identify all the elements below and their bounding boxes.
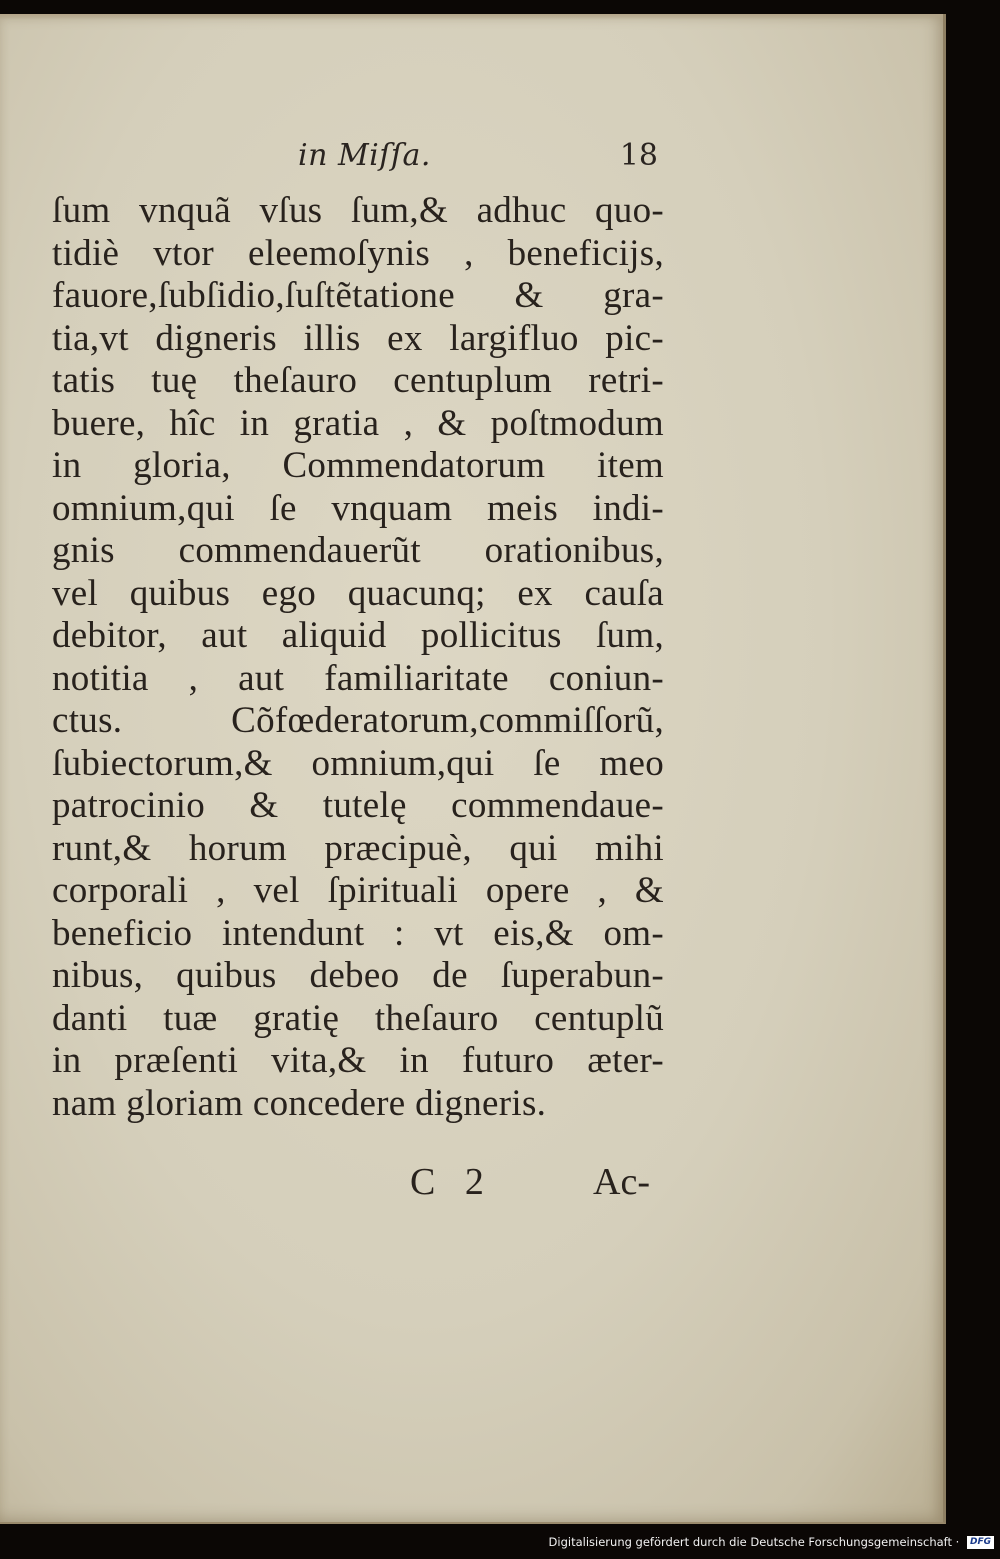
text-line: vel quibus ego quacunq; ex cauſa [52,572,664,614]
text-line: beneficio intendunt : vt eis,& om- [52,912,664,954]
text-line: danti tuæ gratię theſauro centuplũ [52,997,664,1039]
digitization-credit [549,1529,994,1555]
text-line: notitia , aut familiaritate coniun- [52,657,664,699]
text-line: nam gloriam concedere digneris. [52,1082,547,1124]
text-line: ſum vnquã vſus ſum,& adhuc quo- [52,190,664,231]
dfg-logo-icon: DFG [967,1536,994,1549]
page-top-edge [0,14,943,20]
text-line: nibus, quibus debeo de ſuperabun- [52,955,664,996]
page-header [52,138,660,184]
text-line: tia,vt digneris illis ex largifluo pic- [52,317,664,359]
text-line: corporali , vel ſpirituali opere , & [52,870,664,911]
text-line: patrocinio & tutelę commendaue- [52,785,664,826]
text-line: omnium,qui ſe vnquam meis indi- [52,487,664,529]
text-line: tidiè vtor eleemoſynis , beneficijs, [52,232,664,274]
folio-number: 18 [619,138,658,173]
text-line: in præſenti vita,& in futuro æter- [52,1040,664,1081]
text-line: gnis commendauerũt orationibus, [52,530,664,571]
text-line: buere, hîc in gratia , & poſtmodum [52,402,664,444]
text-line: in gloria, Commendatorum item [52,445,664,486]
body-text [52,190,664,1125]
credit-text: Digitalisierung gefördert durch die Deutsche Forschungsgemeinschaft · [548,1535,960,1549]
text-line: tatis tuę theſauro centuplum retri- [52,360,664,401]
text-line: runt,& horum præcipuè, qui mihi [52,827,664,869]
catchword: Ac- [593,1161,650,1203]
page-footer [52,1160,660,1208]
running-head: in Miſſa. [298,138,431,173]
text-line: ctus. Cõfœderatorum,commiſſorũ, [52,700,664,741]
text-line: debitor, aut aliquid pollicitus ſum, [52,615,664,656]
signature-mark: C 2 [410,1161,494,1203]
text-line: fauore,ſubſidio,ſuſtẽtatione & gra- [52,275,664,316]
text-line: ſubiectorum,& omnium,qui ſe meo [52,742,664,784]
